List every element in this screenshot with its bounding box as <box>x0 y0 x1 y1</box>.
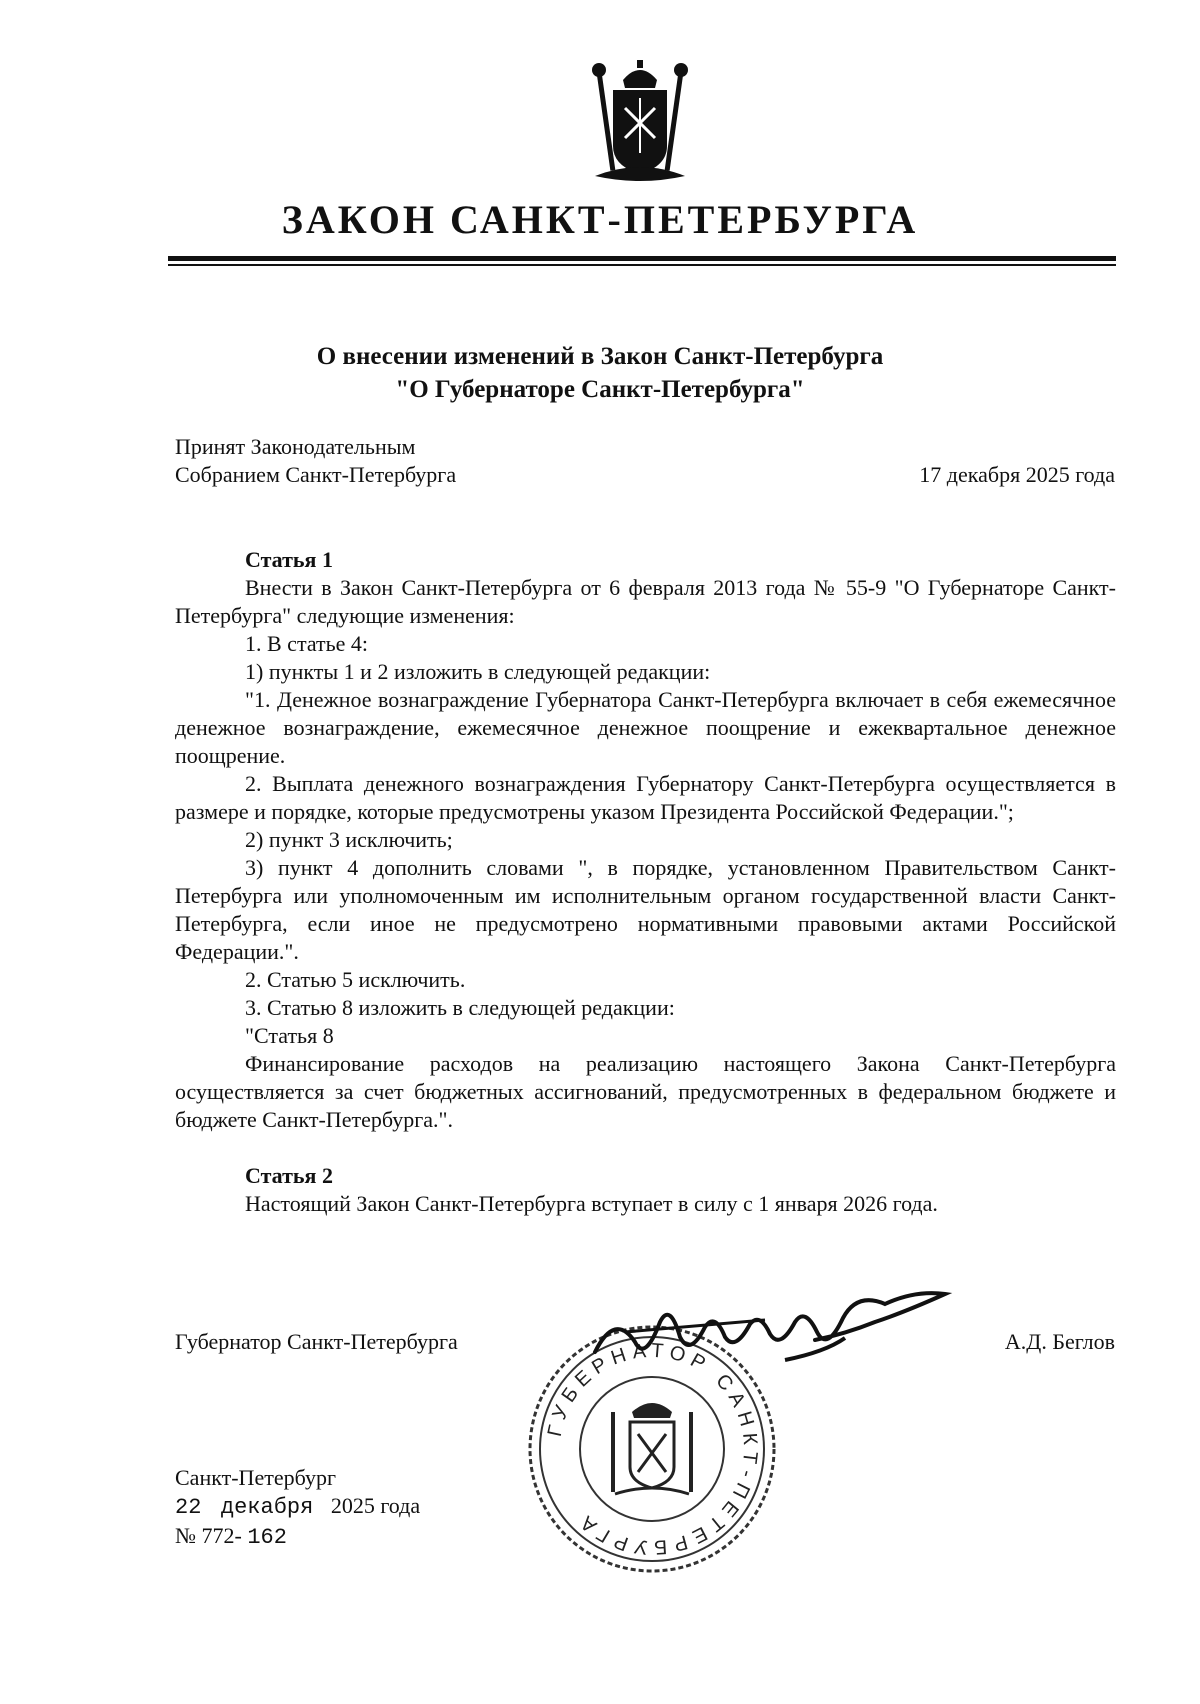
seal-text: ГУБЕРНАТОР САНКТ-ПЕТЕРБУРГА <box>543 1339 762 1559</box>
article-1-paragraph: "1. Денежное вознаграждение Губернатора Санкт-Петербурга включает в себя ежемесячное денежное вознаграждение, ежемесячное денежное поощрение и ежеквартальное денежное поощрение. <box>175 687 1116 768</box>
article-1-heading: Статья 1 <box>245 547 333 572</box>
adopted-line2: Собранием Санкт-Петербурга <box>175 462 457 487</box>
signing-year: 2025 года <box>330 1493 421 1518</box>
document-title <box>0 340 1200 406</box>
city: Санкт-Петербург <box>175 1465 336 1490</box>
governor-position: Губернатор Санкт-Петербурга <box>175 1329 458 1354</box>
article-1-paragraph: Внести в Закон Санкт-Петербурга от 6 февраля 2013 года № 55-9 "О Губернаторе Санкт-Петербурга" следующие изменения: <box>175 575 1116 628</box>
document-body <box>175 546 1116 1218</box>
article-1-paragraph: 1) пункты 1 и 2 изложить в следующей редакции: <box>245 659 711 684</box>
document-title-line1: О внесении изменений в Закон Санкт-Петербурга <box>316 343 884 370</box>
law-title: ЗАКОН САНКТ-ПЕТЕРБУРГА <box>281 197 919 242</box>
coat-of-arms-emblem <box>585 58 695 188</box>
governor-name: А.Д. Беглов <box>1004 1329 1115 1354</box>
article-1-paragraph: "Статья 8 <box>245 1023 334 1048</box>
signing-date <box>175 1492 420 1522</box>
handwritten-signature <box>585 1282 965 1382</box>
signing-month: декабря <box>220 1495 314 1520</box>
header-divider-thick <box>168 256 1116 261</box>
law-number-prefix: № 772- <box>175 1523 242 1548</box>
article-1-paragraph: 1. В статье 4: <box>245 631 369 656</box>
law-number-suffix: 162 <box>247 1525 287 1550</box>
article-2-heading: Статья 2 <box>245 1163 333 1188</box>
article-2-paragraph: Настоящий Закон Санкт-Петербурга вступает в силу с 1 января 2026 года. <box>245 1191 938 1216</box>
place-date-number <box>175 1464 420 1552</box>
header-divider-thin <box>168 264 1116 266</box>
article-1-paragraph: 3. Статью 8 изложить в следующей редакции: <box>245 995 675 1020</box>
law-number <box>175 1522 420 1552</box>
signing-day: 22 <box>175 1495 202 1520</box>
article-1-paragraph: Финансирование расходов на реализацию настоящего Закона Санкт-Петербурга осуществляется за счет бюджетных ассигнований, предусмотренных в федеральном бюджете и бюджете Санкт-Петербурга.". <box>175 1051 1116 1132</box>
article-1-paragraph: 2. Статью 5 исключить. <box>245 967 466 992</box>
adopted-by <box>175 433 456 489</box>
article-1-paragraph: 2. Выплата денежного вознаграждения Губернатору Санкт-Петербурга осуществляется в размере и порядке, которые предусмотрены указом Президента Российской Федерации."; <box>175 771 1116 824</box>
article-1-paragraph: 2) пункт 3 исключить; <box>245 827 453 852</box>
adopted-line1: Принят Законодательным <box>175 434 416 459</box>
document-title-line2: "О Губернаторе Санкт-Петербурга" <box>395 376 805 403</box>
adopted-date: 17 декабря 2025 года <box>919 462 1115 487</box>
article-1-paragraph: 3) пункт 4 дополнить словами ", в порядке, установленном Правительством Санкт-Петербурга или уполномоченным им исполнительным органом государственной власти Санкт-Петербурга, если иное не предусмотрено нормативными правовыми актами Российской Федерации.". <box>175 855 1116 964</box>
